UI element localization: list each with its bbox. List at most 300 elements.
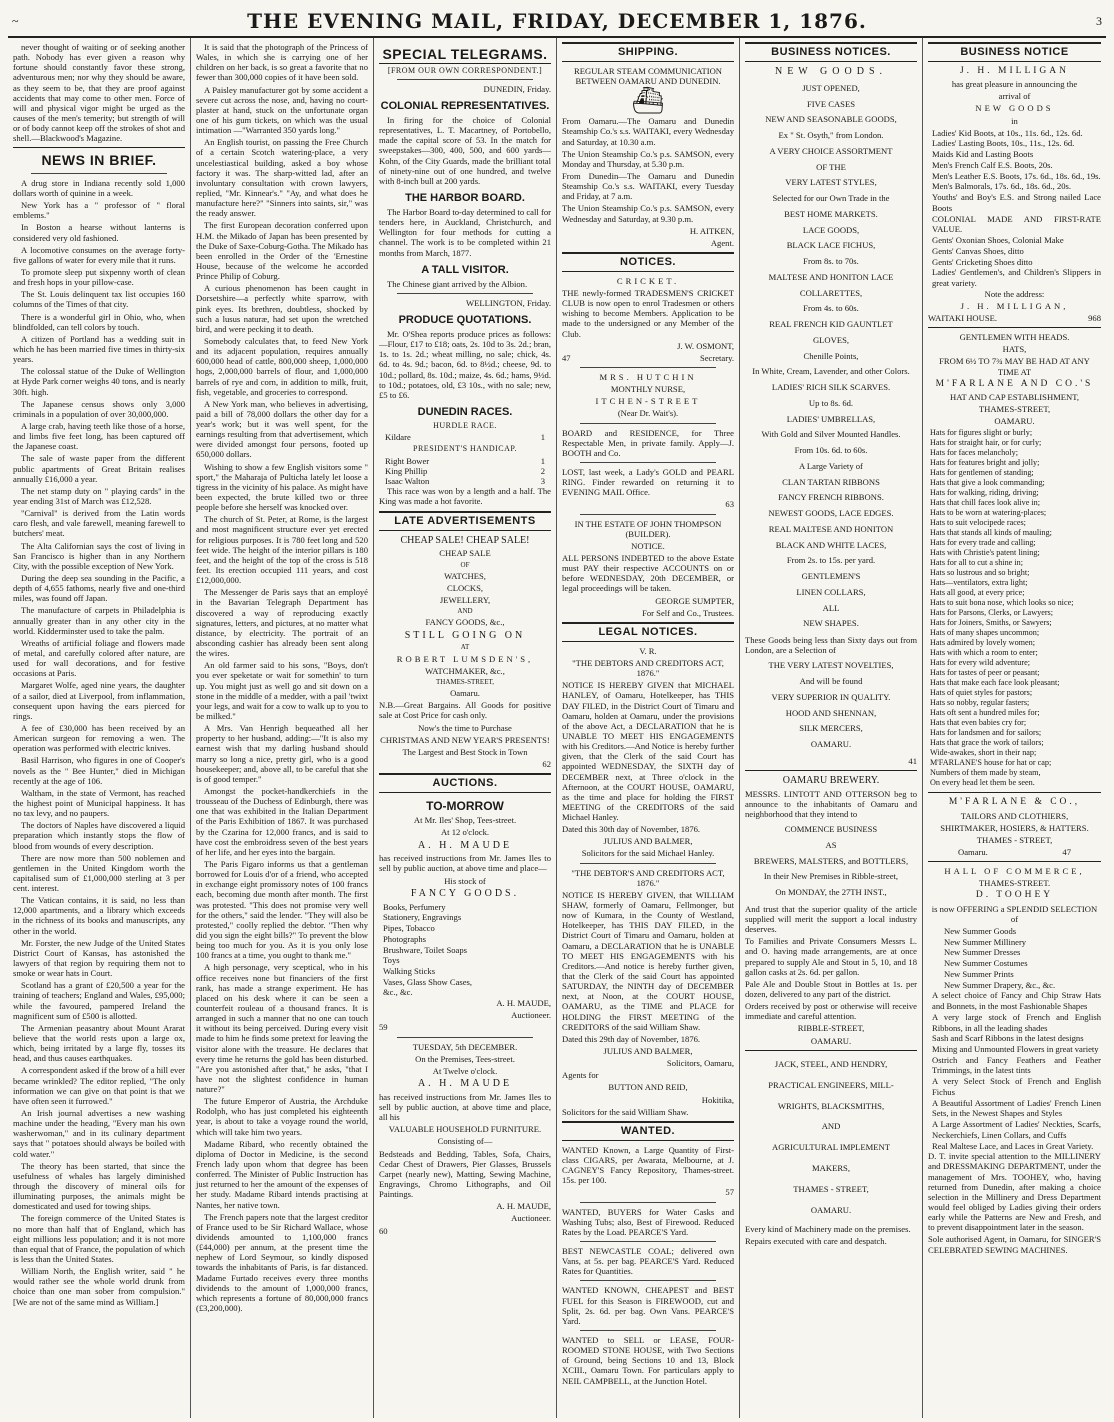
text-line: Wreaths of artificial foliage and flowers made of metal, and carefully colored after nature, are used for wall decorations, and for festive occasions at Paris. [13,637,185,679]
text-line: In Boston a hearse without lanterns is considered very old fashioned. [13,222,185,243]
ad-number: 63 [725,499,734,510]
text-line: The Vatican contains, it is said, no less than 12,000 apartments, and a library which exceeds in the richness of its books and manuscripts, any other in the world. [13,895,185,936]
text-line: THAMES - STREET, [793,1184,869,1195]
text-line: Hats for figures slight or burly; [930,428,1033,438]
advertisement-auction-2 [379,1042,551,1236]
text-line: LADIES' UMBRELLAS, [786,413,876,424]
text-line: NEWEST GOODS, LACE EDGES. [768,508,894,519]
divider [580,1280,716,1281]
section-heading: BUSINESS NOTICE [928,42,1101,62]
ad-number: 41 [908,755,917,766]
ad-line: CHEAP SALE [439,548,491,559]
ad-line: D. TOOHEY [975,890,1054,901]
ad-line: LOST, last week, a Lady's GOLD and PEARL RING. Finder rewarded on returning it to EVENING MAIL Office. [562,467,734,498]
text-line: NEW AND SEASONABLE GOODS, [765,114,897,125]
text-line: A Beautiful Assortment of Ladies' French Linen Sets, in the Newest Shapes and Styles [932,1097,1101,1119]
divider [397,293,533,294]
text-line: Selected for our Own Trade in the [772,193,890,204]
ad-line: WANTED to SELL or LEASE, FOUR-ROOMED STONE HOUSE, with Two Sections of Ground, being Sections 10 and 13, Block XCIII., Oamaru Town. For particulars apply to NEIL CAMPBELL, at the Junction Hotel. [562,1334,734,1386]
text-line: AS [825,839,837,850]
text-line: Hats all good, at every price; [930,588,1025,598]
divider [580,863,716,864]
ad-line: The Largest and Best Stock in Town [402,746,528,757]
text-line: The St. Louis delinquent tax list occupies 160 columns of the Times of that city. [13,289,185,310]
text-line: AGRICULTURAL IMPLEMENT [771,1142,890,1153]
ad-line: Auctioneer. [511,1213,551,1224]
divider [928,861,1101,862]
ad-number: 47 [1062,846,1071,857]
story-heading: A TALL VISITOR. [421,263,509,276]
race-row [379,476,551,486]
ad-line: THE newly-formed TRADESMEN'S CRICKET CLUB is now open to enrol Tradesmen or others wishing to become Members. Application to be made to the undersigned or any Member of the Club. [562,288,734,339]
text-line: The doctors of Naples have discovered a liquid preparation which instantly stops the flow of blood from wounds of every description. [13,820,185,851]
ad-line: VALUABLE HOUSEHOLD FURNITURE. [388,1124,542,1135]
text-line: OAMARU. [810,1205,852,1216]
text-line: A fee of £30,000 has been received by an American surgeon for removing a wen. The operation was performed with electric knives. [13,722,185,754]
race-title: PRESIDENT'S HANDICAP. [413,444,517,454]
horse-place: 1 [540,455,545,466]
ad-line: MONTHLY NURSE, [610,384,686,395]
text-line: The church of St. Peter, at Rome, is the largest and most magnificent structure ever yet erected for religious purposes. It is 780 feet long and 520 feet wide. The height of the interior pillars is 180 feet, and the height of the top of the cross is 518 feet. Its erection occupied 111 years, and cost £12,000,000. [196,514,368,586]
section-heading: WANTED. [562,1121,734,1141]
ad-line: On the Premises, Tees-street. [415,1053,515,1064]
ad-line: arrival of [998,91,1031,102]
text-line: GENTLEMEN'S [801,571,861,582]
ad-line: From Dunedin—The Oamaru and Dunedin Steamship Co.'s s.s. WAITAKI, every Tuesday and Friday, at 7 a.m. [562,170,734,202]
text-line: From 8s. to 70s. [803,256,859,267]
divider [580,514,716,515]
text-line: The Armenian peasantry about Mount Ararat believe that the world rests upon a large ox, which, being irritated by a large fly, tosses its head, and thus causes earthquakes. [13,1022,185,1064]
text-line: Waltham, in the state of Vermont, has reached the highest point of Municipal happiness. It has no tax levy, and no paupers. [13,787,185,819]
ad-line: At 12 o'clock. [440,827,490,838]
ad-lines [928,128,1101,289]
dateline: WELLINGTON, Friday. [466,297,551,308]
text-line: Ostrich and Fancy Feathers and Feather Trimmings, in the latest tints [932,1054,1101,1076]
text-line: A very Select Stock of French and English Fichus [932,1076,1101,1097]
text-line: Sash and Scarf Ribbons in the latest designs [932,1033,1084,1044]
text-line: LINEN COLLARS, [796,586,866,597]
text-line: Hats for faces melancholy; [930,448,1018,458]
divider [580,367,716,368]
text-line: M'FARLANE'S house for hat or cap; [930,758,1052,768]
text-line: During the deep sea sounding in the Pacific, a depth of 4,655 fathoms, nearly five and one-third miles, was found off Japan. [13,572,185,604]
text-line: Hats of many shapes uncommon; [930,628,1040,638]
text-line: Hats that make each face look pleasant; [930,678,1060,688]
ad-lines [745,823,917,900]
ad-line: HAT AND CAP ESTABLISHMENT, [949,391,1080,402]
text-line: Ladies' Gentlemen's, and Children's Slippers in great variety. [932,267,1101,289]
ad-line: ROBERT LUMSDEN'S, [396,653,534,664]
ad-line: MESSRS. LINTOTT AND OTTERSON beg to announce to the inhabitants of Oamaru and neighborhood that they intend to [745,788,917,820]
notice-legal-1 [562,646,734,859]
ad-line: GEORGE SUMPTER, [655,595,734,606]
text-line: HOOD AND SHENNAN, [785,707,877,718]
race-results [379,456,551,486]
text-line: Hats for features bright and jolly; [930,458,1040,468]
divider [397,1037,533,1038]
ad-line: CRICKET. [616,275,680,286]
ad-line: Solicitors, Oamaru, [666,1058,734,1069]
text-line: Gents' Oxonian Shoes, Colonial Make [932,235,1064,246]
ad-line: Orders received by post or otherwise will receive immediate and careful attention. [745,1001,917,1022]
news-items [13,178,185,1307]
ad-line: CHRISTMAS AND NEW YEAR'S PRESENTS! [380,734,550,745]
text-line: Toys [383,955,400,966]
text-line: REAL MALTESE AND HONITON [768,523,894,534]
text-line: VERY SUPERIOR IN QUALITY. [771,691,891,702]
text-line: New York has a " professor of " floral emblems." [13,200,185,221]
ad-line: D. T. invite special attention to the MILLINERY and DRESSMAKING DEPARTMENT, under the management of Mrs. TOOHEY, who, having returned from Dunedin, after making a choice selection in the Millinery and Dress Department would feel obliged by Ladies giving their orders early while the Patterns are New and Fresh, and to prevent disappointment later in the season. [928,1151,1101,1233]
ad-line: A. H. MAUDE, [496,998,551,1009]
section-heading: NEWS IN BRIEF. [41,152,157,169]
byline: [FROM OUR OWN CORRESPONDENT.] [387,65,543,75]
ad-line: JULIUS AND BALMER, [603,836,693,847]
story-text: This race was won by a length and a half. The King was made a hot favorite. [379,486,551,507]
text-line: FANCY FRENCH RIBBONS. [778,492,884,503]
text-line: Hats for all to cut a shine in; [930,558,1023,568]
ad-line: has received instructions from Mr. James Iles to sell by public auction, at above time and place— [379,853,551,874]
text-line: New Summer Costumes [944,958,1028,969]
masthead [8,6,1106,38]
ad-line: NOTICE IS HEREBY GIVEN that MICHAEL HANLEY, of Oamaru, Hotelkeeper, has THIS DAY FILED, in the District Court of Timaru and Oamaru, holden at Oamaru, under the provisions of the above Act, a DECLARATION that he is UNABLE TO MEET HIS ENGAGEMENTS with his Creditors.—And Notice is hereby further given, that the Clerk of the said Court has appointed WEDNESDAY, the SIXTH day of DECEMBER next, at Three o'clock in the Afternoon, at the COURT HOUSE, OAMARU, as the time and place for holding the FIRST MEETING of the CREDITORS of the said Michael Hanley. [562,680,734,823]
page-number: 3 [1096,13,1102,28]
ad-line: WANTED, BUYERS for Water Casks and Washing Tubs; also, Best of Firewood. Reduced Rates by the Load. PEARCE'S Yard. [562,1206,734,1237]
news-items [196,42,368,1313]
ad-line: Solicitors for the said William Shaw. [562,1106,689,1117]
text-line: The colossal statue of the Duke of Wellington at Hyde Park corner weighs 40 tons, and is nearly 30ft. high. [13,366,185,397]
ad-line: Secretary. [699,352,734,363]
text-line: Hats for every wild adventure; [930,658,1031,668]
advertisement-mfarlane-tailors [928,797,1101,857]
text-line: A large crab, having teeth like those of a horse, and limbs five feet long, has been captured off the Japanese coast. [13,421,185,452]
text-line: COMMENCE BUSINESS [784,824,878,835]
text-line: Hats to be worn at watering-places; [930,508,1047,518]
ad-lines [928,428,1101,788]
text-line: A drug store in Indiana recently sold 1,000 dollars worth of quinine in a week. [13,177,185,199]
text-line: JUST OPENED, [802,82,860,93]
text-line: THE VERY LATEST NOVELTIES, [768,660,894,671]
ad-line: is now OFFERING a SPLENDID SELECTION of [931,903,1098,924]
text-line: Gents' Canvas Shoes, ditto [932,245,1024,256]
section-heading: LATE ADVERTISEMENTS [379,511,551,531]
columns [8,38,1106,1418]
text-line: It is said that the photograph of the Princess of Wales, in which she is carrying one of her children on her back, is so great a favorite that no fewer than 300,000 copies of it have been sold. [196,42,368,83]
text-line: New Summer Goods [944,925,1017,936]
race-row [379,456,551,466]
text-line: Hats—ventilators, extra light; [930,578,1028,588]
text-line: Madame Ribard, who recently obtained the diploma of Doctor in Medicine, is the second French lady upon whom that degree has been conferred. The Minister of Public Instruction has just returned to her the amount of the expenses of her study. Madame Ribard intends practising at Nantes, her native town. [196,1138,368,1210]
text-line: An Irish journal advertises a new washing machine under the heading, "Every man his own washerwoman," and in its culinary department says that " potatoes should always be boiled with cold water." [13,1108,185,1159]
text-line: An old farmer said to his sons, "Boys, don't you ever speketate or wait for somethin' to turn up. You might just as well go and sit down on a stone in the middle of a medder, with a pail 'twixt your legs, and wait for a cow to walk up to you to be milked." [196,660,368,721]
horse-name: Right Bower [385,455,430,466]
ad-line: ALL PERSONS INDEBTED to the above Estate must PAY their respective ACCOUNTS on or before WEDNESDAY, 20th DECEMBER, or legal proceedings will be taken. [562,553,734,594]
ad-number: 59 [379,1022,388,1033]
text-line: MAKERS, [812,1163,850,1174]
column-4 [557,38,740,1418]
ad-line: A. H. MAUDE [417,1078,513,1090]
text-line: A New York man, who believes in advertising, paid a bill of 78,000 dollars the other day for a year's work; but it was well spent, for the earnings resulting from that advertisement, which were divided amongst four persons, footed up 650,000 dollars. [196,398,368,460]
text-line: JACK, STEEL, AND HENDRY, [774,1058,888,1069]
text-line: Wide-awakes, short in their nap; [930,748,1037,758]
text-line: BLACK LACE FICHUS, [786,240,876,251]
ad-line: FANCY GOODS, &c., [425,617,505,628]
text-line: On every head let them be seen. [930,778,1035,788]
column-5 [740,38,923,1418]
text-line: LADIES' RICH SILK SCARVES. [771,382,891,393]
column-6 [923,38,1106,1418]
ad-line: WATCHES, [444,570,486,581]
divider [580,462,716,463]
ad-lines [745,1055,917,1220]
ad-line: AND [457,607,473,616]
text-line: A curious phenomenon has been caught in Dorsetshire—a perfectly white sparrow, with pink eyes. Its brethren, doubtless, shocked by such a lusus naturæ, had set upon the wretched bird, and were pecking it to death. [196,283,368,334]
ad-number: 968 [1088,313,1101,324]
text-line: Hats for tastes of peer or peasant; [930,668,1040,678]
ad-line: CLOCKS, [446,582,484,593]
text-line: Margaret Wolfe, aged nine years, the daughter of a sailor, died at Liverpool, from inflammation, consequent upon having the ears pierced for rings. [13,680,185,721]
ad-line: THAMES-STREET, [978,404,1051,415]
advertisement-brewery [745,775,917,1046]
ad-line: TUESDAY, 5th DECEMBER. [412,1041,518,1052]
text-line: To promote sleep put sixpenny worth of clean and fresh hops in your pillow-case. [13,267,185,288]
ad-line: Oamaru. [450,688,480,699]
advertisement-hood-shennan [745,66,917,766]
ad-line: THAMES - STREET, [976,834,1053,845]
text-line: Somebody calculates that, to feed New York and its adjacent population, requires annually 600,000 head of cattle, 800,000 sheep, 1,000,000 hogs, 2,000,000 barrels of flour, and 1,000,000 barrels of rye and corn, in addition to milk, fruit, fish, vegetable, and groceries to correspond. [196,335,368,397]
ad-number: 62 [542,759,551,769]
text-line: A select choice of Fancy and Chip Straw Hats and Bonnets, in the most Fashionable Shapes [932,990,1101,1012]
text-line: A Large Assortment of Ladies' Neckties, Scarfs, Neckerchiefs, Linen Collars, and Cuffs [932,1119,1101,1140]
story-heading: PRODUCE QUOTATIONS. [398,313,532,326]
divider [580,423,716,424]
text-line: Walking Sticks [383,965,436,976]
text-line: Hats so lustrous and so bright; [930,568,1030,578]
text-line: Scotland has a grant of £20,500 a year for the training of teachers; England and Wales, £95,000; while the favoured, pampered Ireland the magnificent sum of £500 is allotted. [13,980,185,1021]
text-line: The net stamp duty on " playing cards" in the year ending 31st of March was £12,528. [13,485,185,506]
text-line: William North, the English writer, said " he would rather see the whole world drunk from choice than one man sober from compulsion." [We are not of the same mind as William.] [13,1266,185,1307]
ad-line: MRS. HUTCHIN [599,372,697,383]
ad-line: His stock of [444,875,486,886]
article-intro: never thought of waiting or of seeking another path. Nobody has ever given a reason why fortune should constantly favor these strong, adventurous men; nor why they should be aware, as they seem to be, that they are proof against accidents that may come to other men. Force of will and physical vigor might be urged as the causes of the men's temerity; but strength of will or of body cannot keep off the strokes of shot and shell.—Blackwood's Magazine. [13,42,185,144]
ad-line: At Twelve o'clock. [432,1065,498,1076]
ad-line: Dated this 30th day of November, 1876. [562,824,701,835]
ad-line: Every kind of Machinery made on the premises. [745,1223,911,1234]
column-1 [8,38,191,1418]
text-line: The first European decoration conferred upon H.M. the Mikado of Japan has been presented by the Duke of Saxe-Coburg-Gotha. The Mikado has been enrolled in the Order of the 'Ernestine House, because of the welcome he accorded Prince Philip of Coburg. [196,220,368,282]
text-line: The foreign commerce of the United States is no more than half that of England, which has eight millions less population; and it is not more than equal that of France, the population of which is less than the United States. [13,1213,185,1264]
ad-line: For Self and Co., Trustees. [642,607,734,618]
text-line: Brushware, Toilet Soaps [383,944,467,955]
horse-place: 1 [540,432,545,443]
text-line: A VERY CHOICE ASSORTMENT [769,145,893,156]
ad-line: SHIRTMAKER, HOSIERS, & HATTERS. [940,822,1089,833]
auction-list [379,902,551,999]
divider [397,79,533,80]
text-line: The future Emperor of Austria, the Archduke Rodolph, who has just completed his eighteenth year, is about to take a voyage round the world, which will take him two years. [196,1096,368,1137]
text-line: Hats that give a look commanding; [930,478,1045,488]
text-line: "Carnival" is derived from the Latin words caro flesh, and vale farewell, meaning farewell to butchers' meat. [13,508,185,539]
text-line: Hats to suit bona nose, which looks so nice; [930,598,1074,608]
ad-line: FROM 6½ TO 7¾ MAY BE HAD AT ANY TIME AT [939,356,1090,377]
text-line: Hats for gentlemen of standing; [930,468,1034,478]
text-line: The manufacture of carpets in Philadelphia is annually greater than in any other city in the world. Kidderminster used to take the palm. [13,605,185,636]
ad-line: Dated this 29th day of November, 1876. [562,1033,701,1044]
ad-line: "THE DEBTORS AND CREDITORS ACT, 1876." [572,657,724,679]
notice-estate [562,519,734,618]
ad-line: NOTICE IS HEREBY GIVEN, that WILLIAM SHAW, formerly of Oamaru, Fellmonger, but now of Kumara, in the County of Westland, Hotelkeeper, has THIS DAY FILED, in the District Court of Timaru and Oamaru, holden at Oamaru, a DECLARATION that he is UNABLE TO MEET HIS ENGAGEMENTS with his Creditors.—And notice is hereby further given, that the Clerk of the said Court has appointed SATURDAY, the NINTH day of DECEMBER next, at Noon, at the COURT HOUSE, OAMARU, as the TIME and PLACE for HOLDING the FIRST MEETING of the CREDITORS of the said William Shaw. [562,889,734,1032]
ad-line: NEW GOODS [975,103,1054,114]
text-line: Real Maltese Lace, and Laces in Great Variety. [932,1140,1094,1151]
story-heading: THE HARBOR BOARD. [405,192,525,205]
notice-hutchin [562,372,734,419]
story-heading: COLONIAL REPRESENTATIVES. [380,100,550,113]
advertisement-milligan [928,66,1101,323]
ad-line: J. H. MILLIGAN, [960,300,1069,311]
text-line: The sale of waste paper from the different public apartments of Great Britain realises annually £16,000 a year. [13,453,185,484]
text-line: Men's Balmorals, 17s. 6d., 18s. 6d., 20s. [932,181,1072,192]
ad-line: Oamaru. [958,846,988,857]
text-line: From 2s. to 15s. per yard. [786,555,876,566]
ad-lines [928,926,1101,990]
ad-line: The Union Steamship Co.'s p.s. SAMSON, every Monday and Thursday, at 5.30 p.m. [562,148,734,169]
story-text: In firing for the choice of Colonial representatives, L. T. Macartney, of Portobello, made the capital score of 53. In the match for sweepstakes—300, 400, 500, and 600 yards—Kohn, of the City Guards, made the brilliant total of ninety-nine out of one hundred, and twelve with 8-inch bull at 200 yards. [379,115,551,186]
text-line: New Summer Millinery [944,936,1027,947]
text-line: From 10s. 6d. to 60s. [794,445,868,456]
ad-line: OAMARU. [994,416,1035,427]
ad-line: NEW GOODS. [774,65,888,77]
race-results [379,432,551,442]
text-line: Chenille Points, [803,350,859,361]
ad-line: IN THE ESTATE OF JOHN THOMPSON (BUILDER). [574,518,722,539]
ad-line: GENTLEMEN WITH HEADS. [959,332,1070,343]
text-line: LACE GOODS, [802,224,860,235]
text-line: REAL FRENCH KID GAUNTLET [769,319,893,330]
text-line: Hats to suit velocipede races; [930,518,1026,528]
ad-line: Bedsteads and Bedding, Tables, Sofa, Chairs, Cedar Chest of Drawers, Pier Glasses, Brussels Carpet (nearly new), Matting, Sewing Machine, Engravings, Chromo Lithographs, and Oil Paintings. [379,1148,551,1200]
advertisement-lumsden [379,535,551,770]
text-line: Mr. Forster, the new Judge of the United States District Court of Kansas, has astonished the lawyers of that region by requiring them not to smoke or wear hats in Court. [13,937,185,979]
notice-lost [562,467,734,510]
steamship-icon: ⛴ [631,86,665,116]
ad-lines [928,990,1101,1151]
ad-line: Solicitors for the said Michael Hanley. [581,848,715,859]
text-line: Hats so nobby, regular fasters; [930,698,1030,708]
ad-line: From Oamaru.—The Oamaru and Dunedin Steamship Co.'s s.s. WAITAKI, every Wednesday and Saturday, at 10.30 a.m. [562,116,734,147]
text-line: &c., &c. [383,987,413,998]
text-line: The Messenger de Paris says that an employé in the Bavarian Telegraph Department has discovered a way of reproducing exactly signatures, letters, and pictures, at no matter what distance, by electricity. The portrait of an absconding cashier has already been sent along the wires. [196,587,368,659]
story-text: Mr. O'Shea reports produce prices as follows:—Flour, £17 to £18; oats, 2s. 10d to 3s. 2d.; bran, 1s. to 1s. 2d.; wheat milling, no sale; chick, 4s. 6d. to 4s. 9d.; bacon, 6d. to 8½d.; cheese, 9d. to 10d.; pollard, 8s. 10d.; maize, 4s. 6d.; hams, 9½d. to 10d.; potatoes, old, £3 10s., with no sale; new, £5 to £6. [379,328,551,400]
text-line: COLLARETTES, [799,287,863,298]
text-line: ALL [822,602,840,613]
ad-line: STILL GOING ON [404,629,526,641]
advertisement-jack-steel [745,1055,917,1247]
text-line: MALTESE AND HONITON LACE [768,271,894,282]
text-line: A very large stock of French and English Ribbons, in all the leading shades [932,1011,1101,1033]
dateline: DUNEDIN, Friday. [483,83,551,94]
ad-lines [745,82,917,631]
horse-name: King Phillip [385,466,428,477]
ad-line: Consisting of— [437,1136,493,1147]
text-line: Basil Harrison, who figures in one of Cooper's novels as the " Bee Hunter," died in Michigan recently at the age of 106. [13,755,185,786]
race-row [379,432,551,442]
text-line: And will be found [799,676,863,687]
text-line: The Paris Figaro informs us that a gentleman borrowed for Louis d'or of a friend, who accepted in exchange eight promissory notes of 100 francs each, becoming due month after month. The first was protested. "This does not promise very well for the others," said the lender. "They will also be protested," coolly replied the debtor. "Then why did you sign the eight bills?" To prevent the blow being too much for you. As it is you only lose 100 francs at a time, you ought to thank me." [196,858,368,961]
text-line: COLONIAL MADE AND FIRST-RATE VALUE. [932,213,1101,235]
ad-line: in [1011,115,1018,126]
ad-line: V. R. [639,645,657,656]
text-line: There are now more than 500 noblemen and gentlemen in the United Kingdom worth the capitalised sum of £1,000,000 sterling at 3 per cent. interest. [13,852,185,894]
text-line: Ladies' Kid Boots, at 10s., 11s. 6d., 12s. 6d. [932,127,1083,138]
ad-line: H. AITKEN, [689,225,734,236]
race-title: HURDLE RACE. [433,420,497,430]
text-line: Maids Kid and Lasting Boots [932,149,1034,160]
ad-line: OAMARU. [810,1035,852,1046]
text-line: Books, Perfumery [383,901,446,912]
text-line: WRIGHTS, BLACKSMITHS, [777,1100,885,1111]
ad-lines [745,659,917,752]
text-line: A locomotive consumes on the average forty-five gallons of water for every mile that it runs. [13,244,185,265]
ad-line: TAILORS AND CLOTHIERS, [960,810,1069,821]
text-line: The Japanese census shows only 3,000 criminals in a population of over 30,000,000. [13,398,185,419]
ad-line: WANTED Known, a Large Quantity of First-class CIGARS, per Awarata, Melbourne, at J. CAGNEY'S Fancy Repository, Thames-street. 15s. per 100. [562,1144,734,1186]
advertisement-auction-1 [379,815,551,1032]
text-line: The theory has been started, that since the usefulness of whales has largely diminished through the discovery of mineral oils for illuminating purposes, the animals might be domesticated and used for towing ships. [13,1160,185,1212]
text-line: Numbers of them made by steam, [930,768,1041,778]
text-line: AND [821,1121,841,1132]
text-line: Hats that grace the work of tailors; [930,738,1044,748]
ad-line: A. H. MAUDE [417,839,513,851]
ad-line: "THE DEBTOR'S AND CREDITORS ACT, 1876." [571,867,725,888]
text-line: From 4s. to 60s. [803,303,859,314]
divider [13,147,185,148]
ad-line: Hokitika, [701,1094,734,1105]
text-line: A Large Variety of [799,460,863,471]
ad-line: Repairs executed with care and despatch. [745,1236,887,1247]
story-heading: TO-MORROW [426,799,504,814]
divider [31,173,167,174]
text-line: Hats for landsmen and for sailors; [930,728,1042,738]
text-line: Hats of quiet styles for pastors; [930,688,1033,698]
ad-line: JEWELLERY, [439,595,491,606]
divider [580,1330,716,1331]
ad-line: To Families and Private Consumers Messrs L. and O. having made arrangements, are at once prepared to supply Ale and Stout in 5, 10, and 18 gallon casks at 2s. 6d. per gallon. [745,936,917,977]
divider [745,770,917,771]
ad-line: N.B.—Great Bargains. All Goods for positive sale at Cost Price for cash only. [379,700,551,721]
text-line: Amongst the pocket-handkerchiefs in the trousseau of the Duchess of Edinburgh, there was one that was exhibited in the Italian Department of the Paris Exhibition of 1867. It was purchased by the Czarina for 12,000 francs, and is said to have cost the embroidress seven of the best years of her life, and her eyes into the bargain. [196,785,368,857]
section-heading: AUCTIONS. [379,773,551,793]
ad-line: J. W. OSMONT, [677,340,734,351]
text-line: New Summer Prints [944,968,1014,979]
divider [580,1202,716,1203]
text-line: Hats that chill faces look alive in; [930,498,1041,508]
text-line: A citizen of Portland has a wedding suit in which he has been married five times in thirty-six years. [13,333,185,365]
section-heading: LEGAL NOTICES. [562,622,734,642]
ad-line: JULIUS AND BALMER, [603,1046,693,1057]
divider [745,1050,917,1051]
section-heading: BUSINESS NOTICES. [745,42,917,62]
text-line: There is a wonderful girl in Ohio, who, when blindfolded, can tell colors by touch. [13,311,185,332]
advertisement-mfarlane-hats [928,332,1101,788]
text-line: In their New Premises in Ribble-street, [763,871,899,882]
text-line: On MONDAY, the 27TH INST., [775,887,887,898]
text-line: Hats for walking, riding, driving; [930,488,1039,498]
text-line: Hats that stands all kinds of mauling; [930,528,1052,538]
advertisement-shipping [562,66,734,248]
notice-cricket [562,276,734,363]
text-line: New Summer Dresses [944,947,1021,958]
ad-line: And trust that the superior quality of the article supplied will merit the support a local industry deserves. [745,903,917,935]
wanted-ads [562,1145,734,1386]
